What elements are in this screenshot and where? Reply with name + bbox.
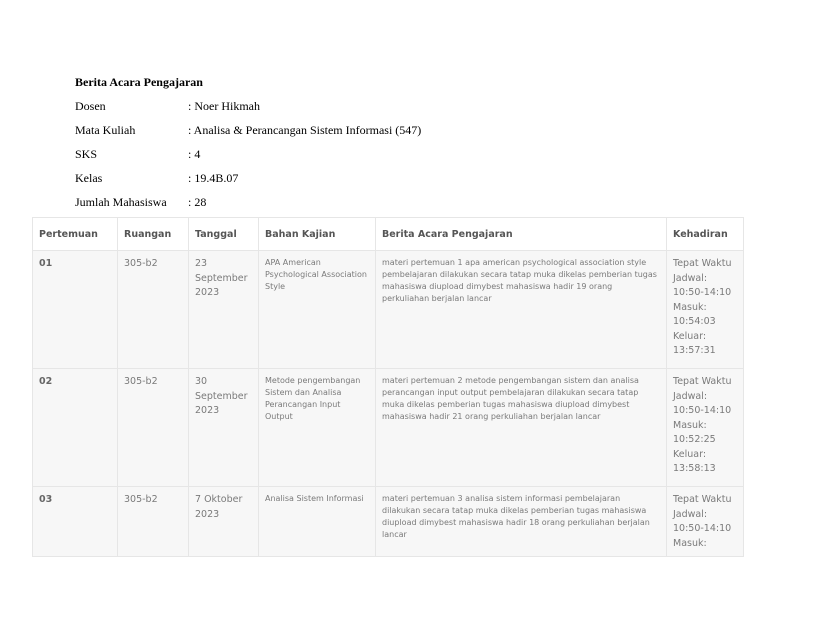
cell-kehadiran xyxy=(667,369,744,487)
kehadiran-line: Jadwal: xyxy=(673,508,708,520)
field-label: SKS xyxy=(75,147,98,161)
field-label: Mata Kuliah xyxy=(75,123,136,137)
cell-pertemuan: 02 xyxy=(33,369,118,487)
tanggal-day: 7 Oktober xyxy=(195,494,243,505)
kehadiran-line: Keluar: xyxy=(673,448,707,460)
field-sks xyxy=(75,144,421,168)
tanggal-year: 2023 xyxy=(195,287,220,298)
field-label: Kelas xyxy=(75,171,103,185)
cell-kehadiran xyxy=(667,487,744,557)
column-header-pertemuan: Pertemuan xyxy=(33,218,118,251)
field-value: : 28 xyxy=(188,195,207,209)
column-header-kehadiran: Kehadiran xyxy=(667,218,744,251)
kehadiran-line: 13:58:13 xyxy=(673,463,716,474)
field-mata-kuliah xyxy=(75,120,421,144)
cell-ruangan: 305-b2 xyxy=(118,369,189,487)
field-label: Jumlah Mahasiswa xyxy=(75,195,167,209)
tanggal-month: September xyxy=(195,272,248,284)
kehadiran-line: Masuk: xyxy=(673,537,707,549)
kehadiran-line: Jadwal: xyxy=(673,390,708,402)
tanggal-year: 2023 xyxy=(195,405,220,416)
kehadiran-line: 10:50-14:10 xyxy=(673,523,732,534)
cell-bahan-kajian: Metode pengembangan Sistem dan Analisa Perancangan Input Output xyxy=(259,369,376,487)
table-row xyxy=(33,487,744,557)
document-title: Berita Acara Pengajaran xyxy=(75,75,203,89)
table-row xyxy=(33,369,744,487)
column-header-tanggal: Tanggal xyxy=(189,218,259,251)
field-value: : 4 xyxy=(188,147,201,161)
column-header-ruangan: Ruangan xyxy=(118,218,189,251)
field-jumlah-mahasiswa xyxy=(75,192,421,216)
kehadiran-line: Masuk: xyxy=(673,419,707,431)
attendance-table xyxy=(32,217,744,557)
table-header-row xyxy=(33,218,744,251)
field-label: Dosen xyxy=(75,99,106,113)
cell-berita-acara: materi pertemuan 3 analisa sistem informasi pembelajaran dilakukan secara tatap muka dikelas pemberian tugas mahasiswa diupload dimybest mahasiswa hadir 18 orang perkuliahan berjalan lancar xyxy=(376,487,667,557)
tanggal-day: 30 xyxy=(195,376,208,387)
field-kelas xyxy=(75,168,421,192)
cell-pertemuan: 01 xyxy=(33,251,118,369)
kehadiran-line: Keluar: xyxy=(673,330,707,342)
field-dosen xyxy=(75,96,421,120)
cell-pertemuan: 03 xyxy=(33,487,118,557)
kehadiran-line: Masuk: xyxy=(673,301,707,313)
tanggal-year: 2023 xyxy=(195,508,220,520)
cell-kehadiran xyxy=(667,251,744,369)
cell-bahan-kajian: APA American Psychological Association Style xyxy=(259,251,376,369)
kehadiran-line: 10:50-14:10 xyxy=(673,405,732,416)
cell-berita-acara: materi pertemuan 2 metode pengembangan sistem dan analisa perancangan input output pembelajaran dilakukan secara tatap muka dikelas pemberian tugas mahasiswa diupload dimybest mahasiswa hadir 21 orang perkuliahan berjalan lancar xyxy=(376,369,667,487)
kehadiran-line: 10:52:25 xyxy=(673,434,716,445)
tanggal-month: September xyxy=(195,390,248,402)
kehadiran-line: 10:50-14:10 xyxy=(673,287,732,298)
kehadiran-status: Tepat Waktu xyxy=(673,258,732,269)
document-header xyxy=(75,72,421,216)
cell-tanggal xyxy=(189,251,259,369)
field-value: : 19.4B.07 xyxy=(188,171,239,185)
cell-ruangan: 305-b2 xyxy=(118,487,189,557)
kehadiran-status: Tepat Waktu xyxy=(673,494,732,505)
cell-ruangan: 305-b2 xyxy=(118,251,189,369)
field-value: : Noer Hikmah xyxy=(188,99,260,113)
tanggal-day: 23 xyxy=(195,258,208,269)
column-header-berita-acara: Berita Acara Pengajaran xyxy=(376,218,667,251)
kehadiran-line: 10:54:03 xyxy=(673,316,716,327)
cell-tanggal xyxy=(189,487,259,557)
kehadiran-line: Jadwal: xyxy=(673,272,708,284)
kehadiran-line: 13:57:31 xyxy=(673,345,716,356)
cell-bahan-kajian: Analisa Sistem Informasi xyxy=(259,487,376,557)
cell-berita-acara: materi pertemuan 1 apa american psychological association style pembelajaran dilakukan secara tatap muka dikelas pemberian tugas mahasiswa diupload dimybest mahasiswa hadir 19 orang perkuliahan berjalan lancar xyxy=(376,251,667,369)
table-row xyxy=(33,251,744,369)
field-value: : Analisa & Perancangan Sistem Informasi (547) xyxy=(188,123,422,137)
cell-tanggal xyxy=(189,369,259,487)
column-header-bahan-kajian: Bahan Kajian xyxy=(259,218,376,251)
kehadiran-status: Tepat Waktu xyxy=(673,376,732,387)
